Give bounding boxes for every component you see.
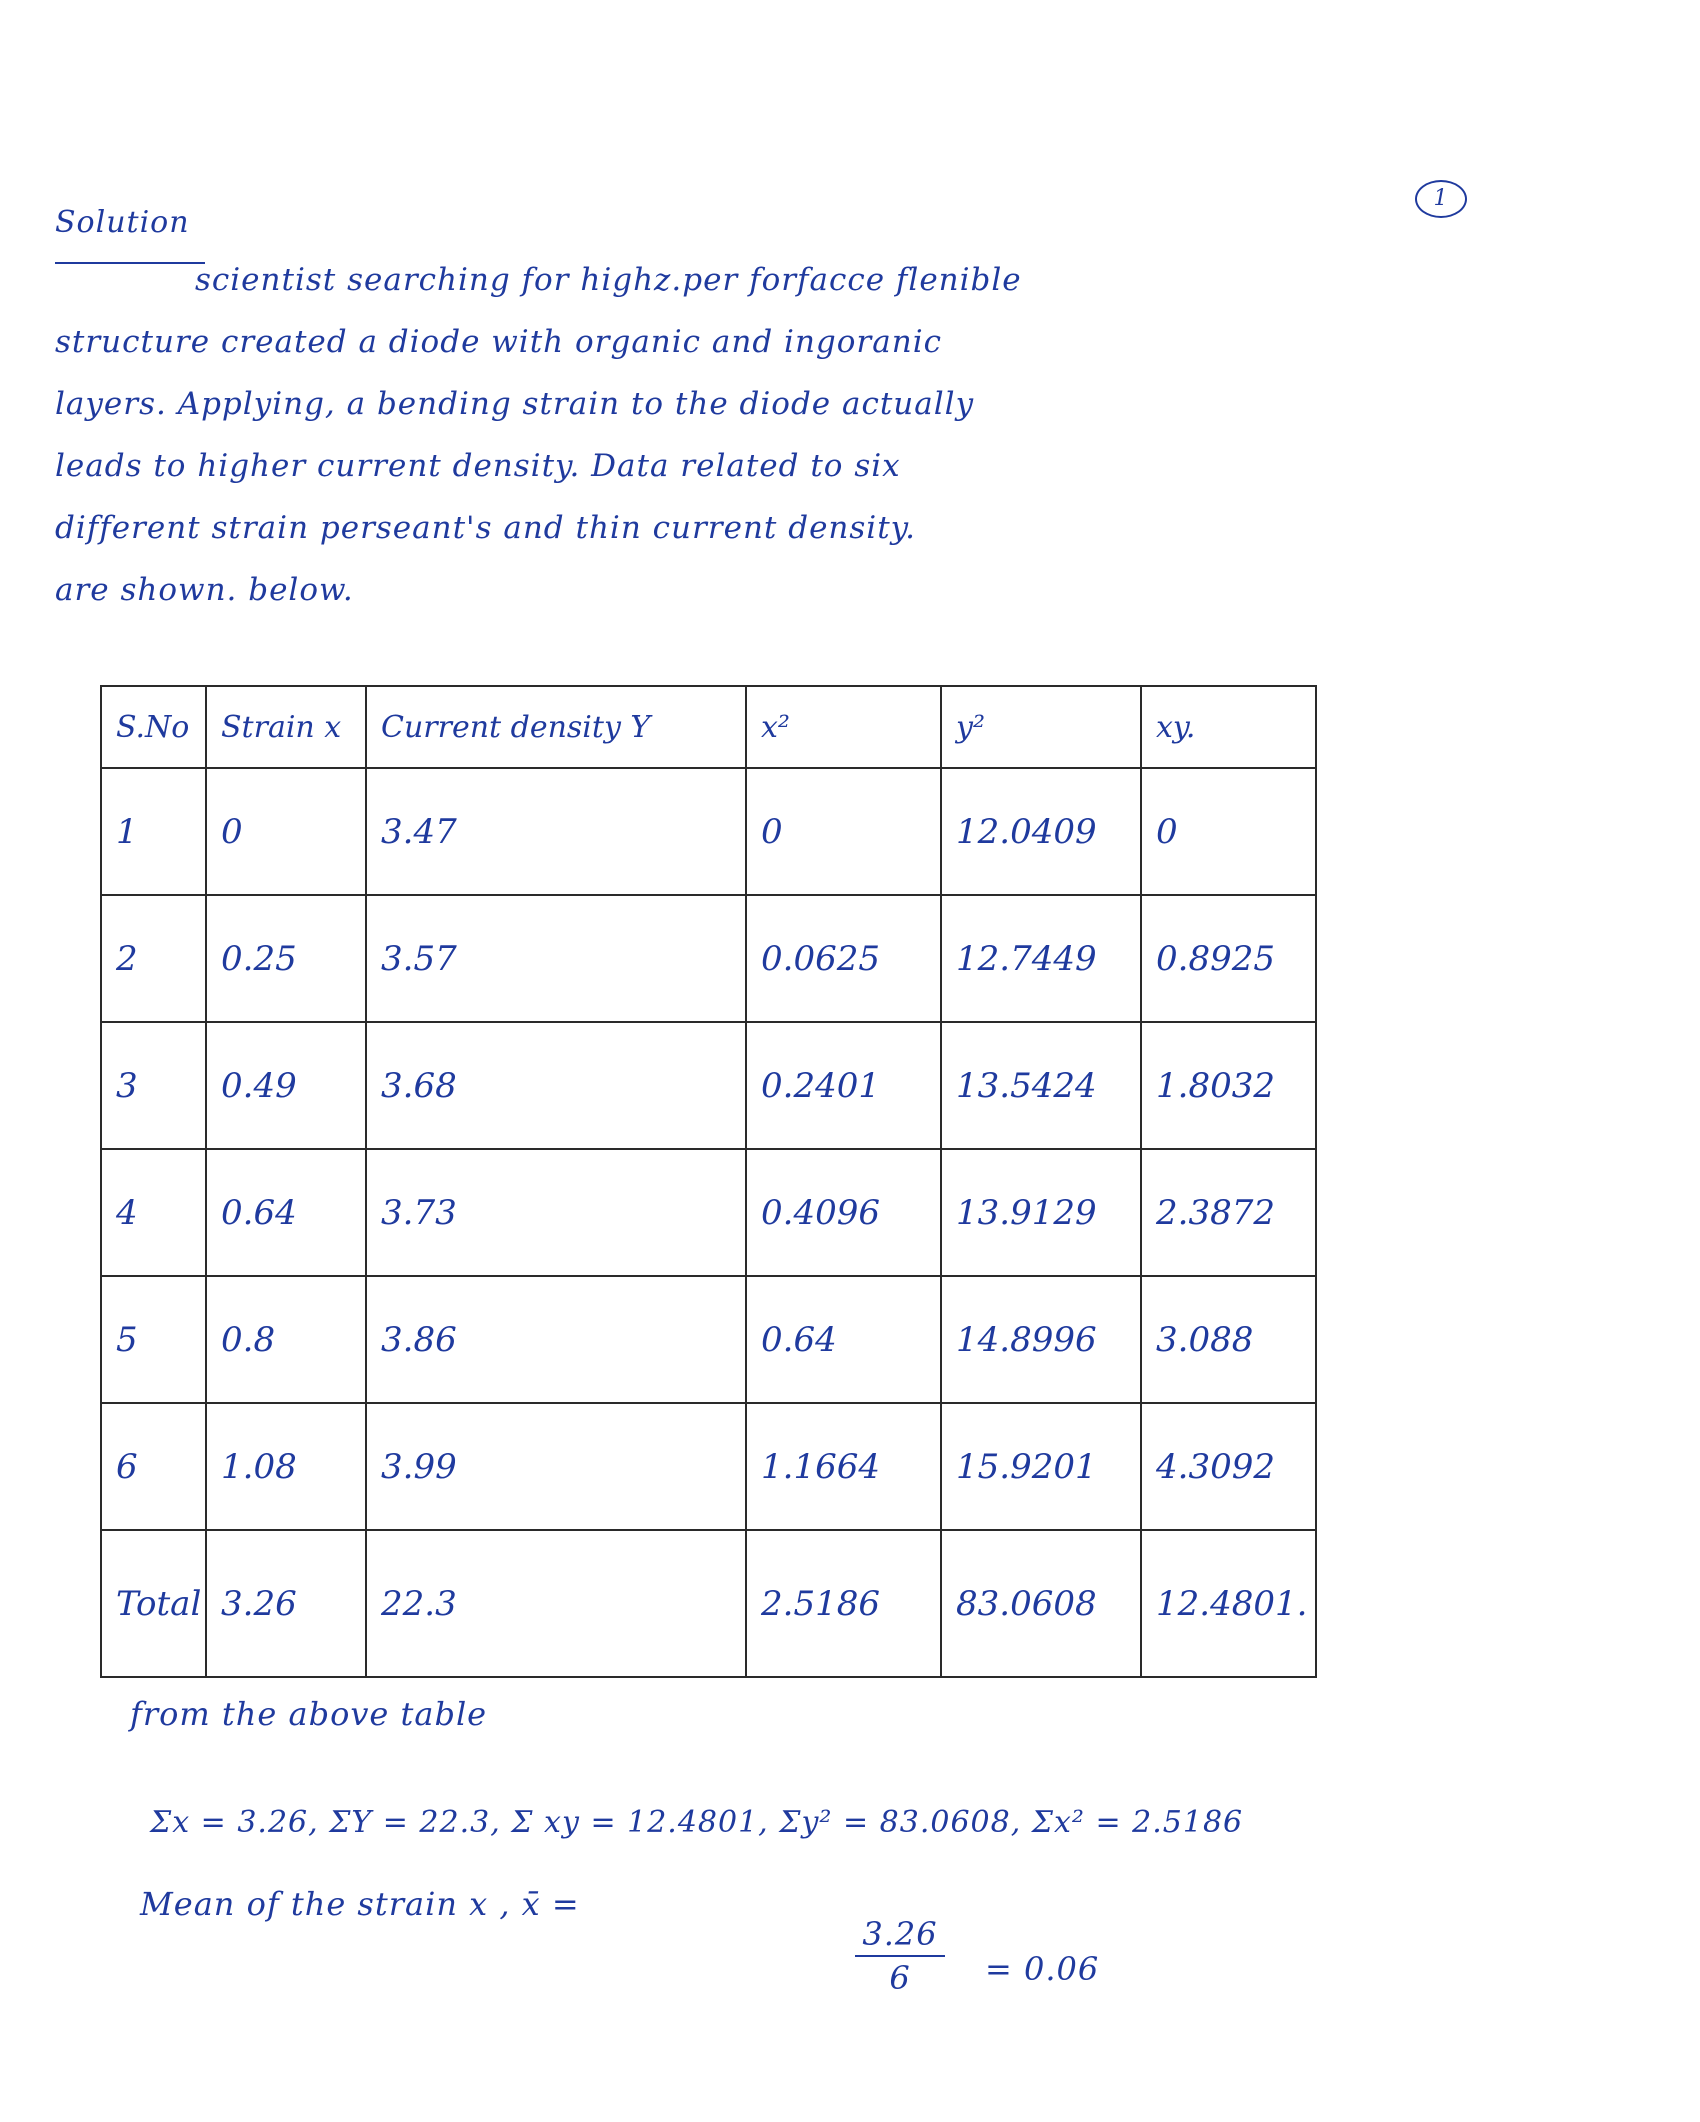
data-table bbox=[100, 685, 1317, 1678]
table-cell: 0 bbox=[206, 768, 366, 895]
table-cell: 3.99 bbox=[366, 1403, 746, 1530]
table-cell: 3.57 bbox=[366, 895, 746, 1022]
data-table-container bbox=[100, 685, 1315, 1640]
fraction-numerator: 3.26 bbox=[862, 1915, 938, 1953]
table-cell: 3.73 bbox=[366, 1149, 746, 1276]
total-label: Total bbox=[101, 1530, 206, 1677]
table-cell: 4 bbox=[101, 1149, 206, 1276]
fraction-bar bbox=[855, 1955, 945, 1957]
table-cell: 2 bbox=[101, 895, 206, 1022]
table-cell: 4.3092 bbox=[1141, 1403, 1316, 1530]
table-row bbox=[101, 1149, 1316, 1276]
table-cell: 0.8925 bbox=[1141, 895, 1316, 1022]
table-cell: 0 bbox=[746, 768, 941, 895]
table-cell: 3.47 bbox=[366, 768, 746, 895]
table-cell: 0.8 bbox=[206, 1276, 366, 1403]
intro-line: leads to higher current density. Data related to six bbox=[55, 448, 901, 484]
intro-line: structure created a diode with organic and ingoranic bbox=[55, 324, 942, 360]
table-cell: 0.64 bbox=[746, 1276, 941, 1403]
table-cell: 13.5424 bbox=[941, 1022, 1141, 1149]
table-cell: 1.08 bbox=[206, 1403, 366, 1530]
total-cell: 2.5186 bbox=[746, 1530, 941, 1677]
table-row bbox=[101, 1403, 1316, 1530]
mean-result: = 0.06 bbox=[985, 1950, 1100, 1988]
table-cell: 1.8032 bbox=[1141, 1022, 1316, 1149]
mean-fraction bbox=[855, 1915, 945, 1997]
table-cell: 3 bbox=[101, 1022, 206, 1149]
table-cell: 1.1664 bbox=[746, 1403, 941, 1530]
table-row bbox=[101, 1022, 1316, 1149]
heading: Solution bbox=[55, 205, 190, 240]
table-cell: 15.9201 bbox=[941, 1403, 1141, 1530]
table-cell: 0.49 bbox=[206, 1022, 366, 1149]
total-cell: 3.26 bbox=[206, 1530, 366, 1677]
table-cell: 0 bbox=[1141, 768, 1316, 895]
intro-line: different strain perseant's and thin current density. bbox=[55, 510, 916, 546]
intro-line: are shown. below. bbox=[55, 572, 354, 608]
table-cell: 14.8996 bbox=[941, 1276, 1141, 1403]
table-cell: 0.2401 bbox=[746, 1022, 941, 1149]
header-x-squared: x² bbox=[746, 686, 941, 768]
header-strain: Strain x bbox=[206, 686, 366, 768]
table-cell: 13.9129 bbox=[941, 1149, 1141, 1276]
total-cell: 83.0608 bbox=[941, 1530, 1141, 1677]
sums-line: Σx = 3.26, ΣY = 22.3, Σ xy = 12.4801, Σy² = 83.0608, Σx² = 2.5186 bbox=[150, 1805, 1244, 1840]
header-current-density: Current density Y bbox=[366, 686, 746, 768]
header-xy: xy. bbox=[1141, 686, 1316, 768]
table-header-row bbox=[101, 686, 1316, 768]
table-cell: 12.0409 bbox=[941, 768, 1141, 895]
intro-line: scientist searching for highz.per forfacce flenible bbox=[195, 262, 1022, 298]
fraction-denominator: 6 bbox=[889, 1959, 911, 1997]
table-row bbox=[101, 768, 1316, 895]
table-cell: 6 bbox=[101, 1403, 206, 1530]
table-cell: 0.64 bbox=[206, 1149, 366, 1276]
table-cell: 5 bbox=[101, 1276, 206, 1403]
intro-line: layers. Applying, a bending strain to the diode actually bbox=[55, 386, 975, 422]
page-number: 1 bbox=[1415, 180, 1467, 218]
total-cell: 22.3 bbox=[366, 1530, 746, 1677]
table-cell: 3.86 bbox=[366, 1276, 746, 1403]
table-cell: 2.3872 bbox=[1141, 1149, 1316, 1276]
intro-paragraph bbox=[55, 262, 1405, 634]
table-total-row bbox=[101, 1530, 1316, 1677]
header-sno: S.No bbox=[101, 686, 206, 768]
table-cell: 3.68 bbox=[366, 1022, 746, 1149]
table-cell: 1 bbox=[101, 768, 206, 895]
table-cell: 0.25 bbox=[206, 895, 366, 1022]
table-cell: 12.7449 bbox=[941, 895, 1141, 1022]
table-cell: 0.0625 bbox=[746, 895, 941, 1022]
header-y-squared: y² bbox=[941, 686, 1141, 768]
table-row bbox=[101, 1276, 1316, 1403]
from-table-line: from the above table bbox=[130, 1695, 488, 1733]
table-cell: 3.088 bbox=[1141, 1276, 1316, 1403]
total-cell: 12.4801. bbox=[1141, 1530, 1316, 1677]
mean-line: Mean of the strain x , x̄ = bbox=[140, 1885, 580, 1923]
table-row bbox=[101, 895, 1316, 1022]
table-cell: 0.4096 bbox=[746, 1149, 941, 1276]
